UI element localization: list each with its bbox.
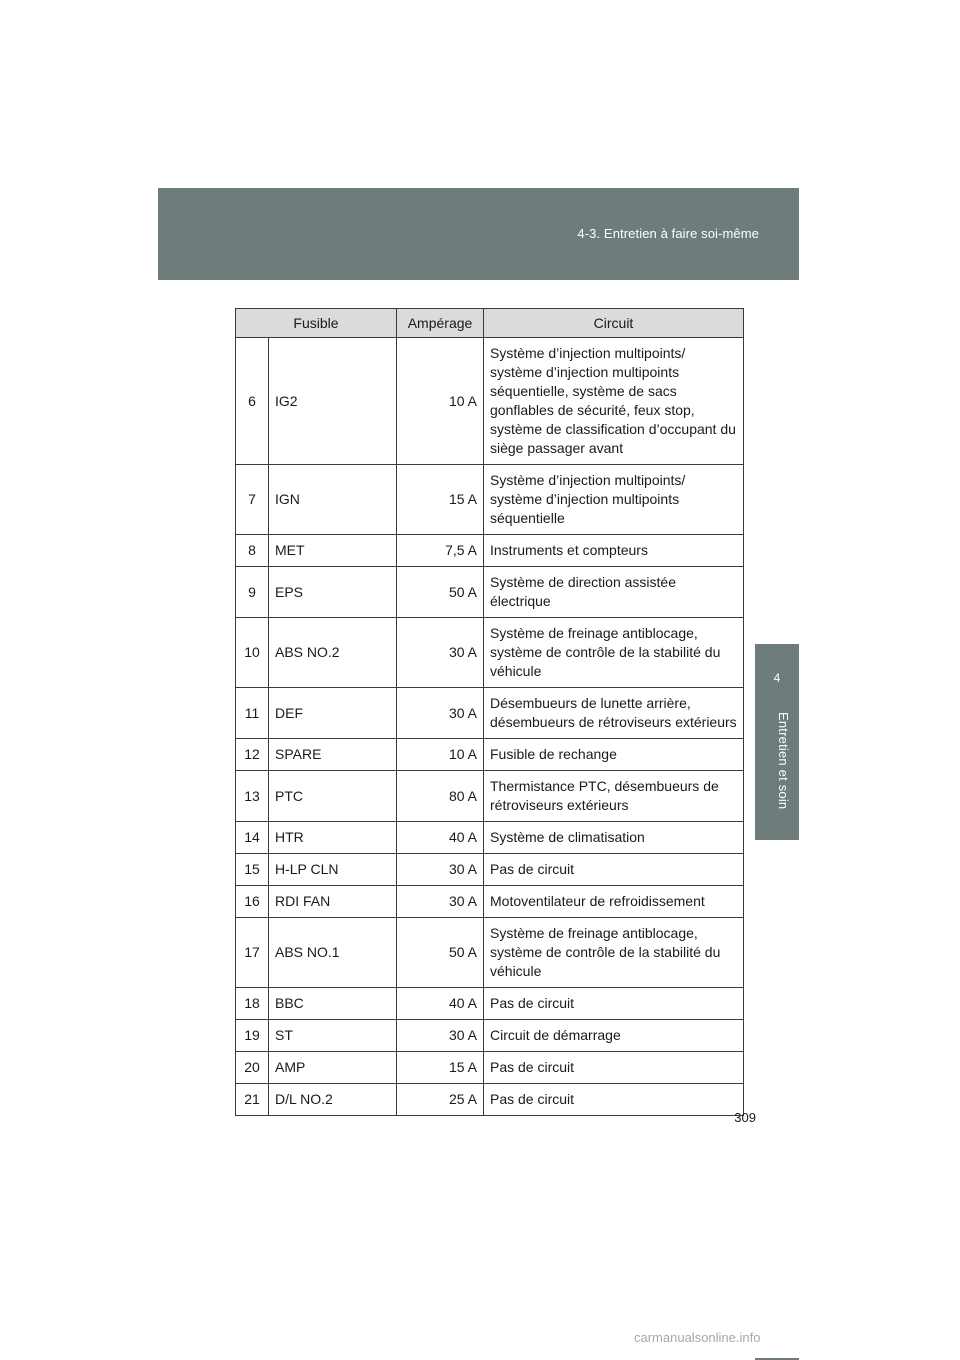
fuse-circuit: Pas de circuit: [484, 854, 744, 886]
fuse-name: EPS: [269, 567, 397, 618]
table-row: [236, 822, 744, 854]
fuse-circuit: Circuit de démarrage: [484, 1020, 744, 1052]
fuse-circuit: Instruments et compteurs: [484, 535, 744, 567]
fuse-name: IGN: [269, 465, 397, 535]
fuse-circuit: Pas de circuit: [484, 988, 744, 1020]
table-body: [236, 338, 744, 1116]
fuse-circuit: Système d’injection multipoints/ système d’injection multipoints séquentielle, système de sacs gonflables de sécurité, feux stop, système de classification d’occupant du siège passager avant: [484, 338, 744, 465]
fuse-name: DEF: [269, 688, 397, 739]
table-row: [236, 618, 744, 688]
fuse-circuit: Système d’injection multipoints/ système d’injection multipoints séquentielle: [484, 465, 744, 535]
fuse-table: [235, 308, 744, 1116]
fuse-number: 13: [236, 771, 269, 822]
page-number: 309: [734, 1110, 756, 1125]
fuse-amperage: 30 A: [397, 854, 484, 886]
fuse-amperage: 30 A: [397, 688, 484, 739]
fuse-circuit: Système de climatisation: [484, 822, 744, 854]
fuse-name: D/L NO.2: [269, 1084, 397, 1116]
fuse-number: 16: [236, 886, 269, 918]
fuse-amperage: 15 A: [397, 1052, 484, 1084]
fuse-amperage: 15 A: [397, 465, 484, 535]
fuse-amperage: 40 A: [397, 988, 484, 1020]
fuse-circuit: Désembueurs de lunette arrière, désembueurs de rétroviseurs extérieurs: [484, 688, 744, 739]
fuse-number: 9: [236, 567, 269, 618]
table-row: [236, 771, 744, 822]
fuse-number: 18: [236, 988, 269, 1020]
chapter-label: Entretien et soin: [776, 712, 791, 810]
fuse-circuit: Thermistance PTC, désembueurs de rétroviseurs extérieurs: [484, 771, 744, 822]
fuse-name: H-LP CLN: [269, 854, 397, 886]
fuse-number: 15: [236, 854, 269, 886]
fuse-name: PTC: [269, 771, 397, 822]
table-row: [236, 886, 744, 918]
side-tab-spacer-top: [755, 280, 799, 644]
table-row: [236, 465, 744, 535]
fuse-name: MET: [269, 535, 397, 567]
fuse-amperage: 10 A: [397, 739, 484, 771]
fuse-amperage: 7,5 A: [397, 535, 484, 567]
side-tab-spacer-bottom: [755, 840, 799, 1358]
fuse-name: BBC: [269, 988, 397, 1020]
table-row: [236, 1052, 744, 1084]
watermark: carmanualsonline.info: [634, 1330, 761, 1345]
fuse-number: 19: [236, 1020, 269, 1052]
fuse-amperage: 50 A: [397, 918, 484, 988]
fuse-circuit: Pas de circuit: [484, 1052, 744, 1084]
fuse-name: ABS NO.2: [269, 618, 397, 688]
fuse-number: 21: [236, 1084, 269, 1116]
fuse-name: AMP: [269, 1052, 397, 1084]
fuse-amperage: 40 A: [397, 822, 484, 854]
table-row: [236, 567, 744, 618]
table-row: [236, 739, 744, 771]
table-row: [236, 1020, 744, 1052]
header-band: [158, 188, 799, 280]
fuse-circuit: Système de direction assistée électrique: [484, 567, 744, 618]
table-row: [236, 918, 744, 988]
fuse-number: 14: [236, 822, 269, 854]
fuse-circuit: Système de freinage antiblocage, système de contrôle de la stabilité du véhicule: [484, 618, 744, 688]
fuse-amperage: 25 A: [397, 1084, 484, 1116]
table-row: [236, 535, 744, 567]
fuse-number: 20: [236, 1052, 269, 1084]
table-row: [236, 338, 744, 465]
fuse-name: RDI FAN: [269, 886, 397, 918]
fuse-number: 17: [236, 918, 269, 988]
fuse-name: IG2: [269, 338, 397, 465]
fuse-circuit: Pas de circuit: [484, 1084, 744, 1116]
chapter-number: 4: [773, 671, 781, 685]
fuse-number: 8: [236, 535, 269, 567]
table-row: [236, 688, 744, 739]
fuse-name: ABS NO.1: [269, 918, 397, 988]
fuse-amperage: 80 A: [397, 771, 484, 822]
table-row: [236, 854, 744, 886]
fuse-amperage: 30 A: [397, 1020, 484, 1052]
column-header-fuse: Fusible: [236, 309, 397, 338]
fuse-circuit: Motoventilateur de refroidissement: [484, 886, 744, 918]
fuse-amperage: 10 A: [397, 338, 484, 465]
fuse-number: 7: [236, 465, 269, 535]
fuse-amperage: 50 A: [397, 567, 484, 618]
fuse-number: 11: [236, 688, 269, 739]
table-row: [236, 988, 744, 1020]
fuse-name: HTR: [269, 822, 397, 854]
section-title: 4-3. Entretien à faire soi-même: [577, 226, 759, 241]
table-header-row: [236, 309, 744, 338]
table-row: [236, 1084, 744, 1116]
fuse-circuit: Fusible de rechange: [484, 739, 744, 771]
fuse-name: ST: [269, 1020, 397, 1052]
fuse-circuit: Système de freinage antiblocage, système de contrôle de la stabilité du véhicule: [484, 918, 744, 988]
fuse-number: 10: [236, 618, 269, 688]
column-header-amperage: Ampérage: [397, 309, 484, 338]
fuse-number: 6: [236, 338, 269, 465]
fuse-amperage: 30 A: [397, 618, 484, 688]
fuse-number: 12: [236, 739, 269, 771]
fuse-name: SPARE: [269, 739, 397, 771]
fuse-amperage: 30 A: [397, 886, 484, 918]
column-header-circuit: Circuit: [484, 309, 744, 338]
